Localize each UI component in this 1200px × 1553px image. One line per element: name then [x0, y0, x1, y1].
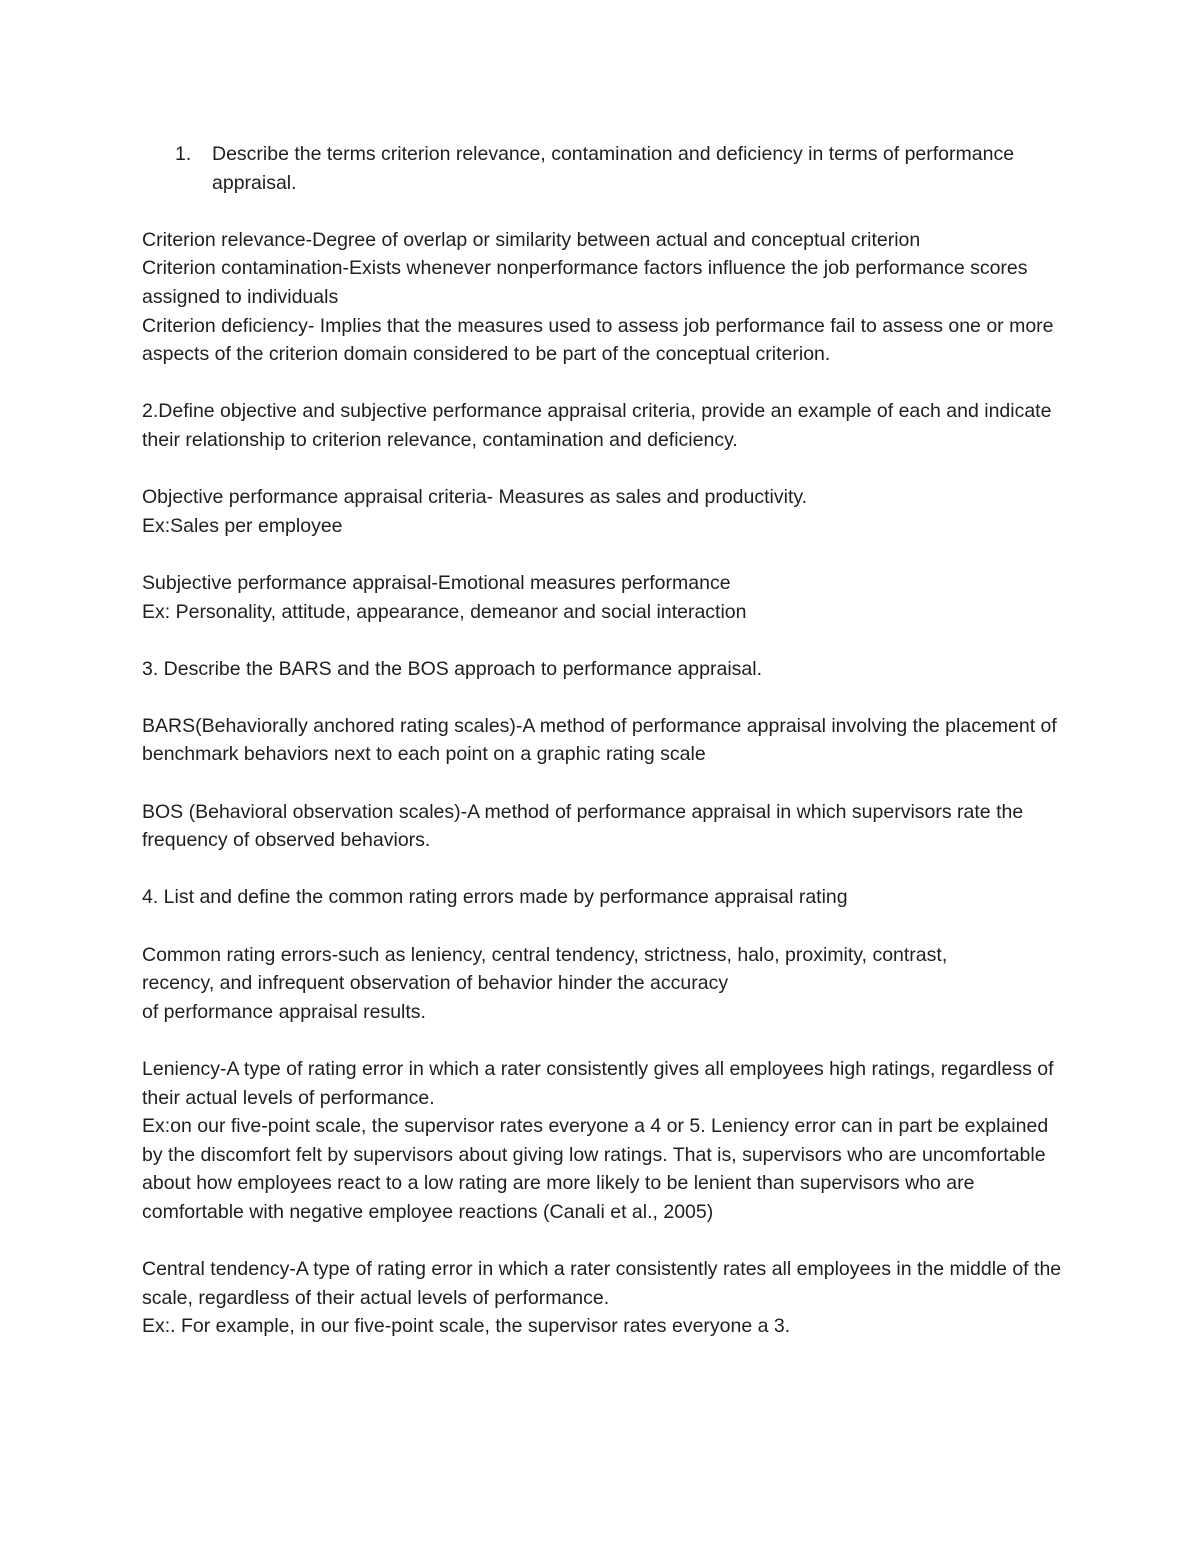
question-1-text: Describe the terms criterion relevance, contamination and deficiency in terms of performance appraisal. — [212, 143, 1015, 194]
criterion-contamination-definition: Criterion contamination-Exists whenever nonperformance factors influence the job performance scores assigned to individuals — [142, 257, 1028, 308]
common-errors-line-1: Common rating errors-such as leniency, central tendency, strictness, halo, proximity, contrast, — [142, 943, 948, 966]
common-errors-line-2: recency, and infrequent observation of behavior hinder the accuracy — [142, 972, 729, 995]
spacer — [142, 912, 1072, 941]
leniency-example: Ex:on our five-point scale, the supervisor rates everyone a 4 or 5. Leniency error can in part be explained by the discomfort felt by supervisors about giving low ratings. That is, supervisors who are uncomfortable about how employees react to a low rating are more likely to be lenient than supervisors who are comfortable with negative employee reactions (Canali et al., 2005) — [142, 1115, 1049, 1223]
spacer — [142, 855, 1072, 884]
spacer — [142, 369, 1072, 398]
subjective-criteria-example: Ex: Personality, attitude, appearance, demeanor and social interaction — [142, 600, 747, 623]
leniency-definition: Leniency-A type of rating error in which a rater consistently gives all employees high ratings, regardless of their actual levels of performance. — [142, 1058, 1054, 1109]
document-body — [142, 140, 1072, 1341]
objective-criteria-definition: Objective performance appraisal criteria- Measures as sales and productivity. — [142, 486, 808, 509]
criterion-deficiency-definition: Criterion deficiency- Implies that the measures used to assess job performance fail to assess one or more aspects of the criterion domain considered to be part of the conceptual criterion. — [142, 314, 1054, 366]
question-2-text: 2.Define objective and subjective performance appraisal criteria, provide an example of each and indicate their relationship to criterion relevance, contamination and deficiency. — [142, 400, 1052, 451]
question-4-text: 4. List and define the common rating errors made by performance appraisal rating — [142, 886, 848, 909]
spacer — [142, 626, 1072, 655]
spacer — [142, 455, 1072, 484]
spacer — [142, 197, 1072, 226]
central-tendency-definition: Central tendency-A type of rating error in which a rater consistently rates all employees in the middle of the scale, regardless of their actual levels of performance. — [142, 1258, 1062, 1309]
bos-definition: BOS (Behavioral observation scales)-A method of performance appraisal in which supervisors rate the frequency of observed behaviors. — [142, 800, 1024, 852]
central-tendency-example: Ex:. For example, in our five-point scale, the supervisor rates everyone a 3. — [142, 1315, 791, 1338]
criterion-relevance-definition: Criterion relevance-Degree of overlap or similarity between actual and conceptual criterion — [142, 228, 921, 251]
question-1 — [142, 140, 1072, 197]
subjective-criteria-definition: Subjective performance appraisal-Emotional measures performance — [142, 571, 731, 594]
common-errors-line-3: of performance appraisal results. — [142, 1000, 426, 1023]
bars-definition: BARS(Behaviorally anchored rating scales)-A method of performance appraisal involving the placement of benchmark behaviors next to each point on a graphic rating scale — [142, 714, 1057, 766]
spacer — [142, 683, 1072, 712]
spacer — [142, 1026, 1072, 1055]
spacer — [142, 1227, 1072, 1256]
spacer — [142, 769, 1072, 798]
objective-criteria-example: Ex:Sales per employee — [142, 514, 343, 537]
question-3-text: 3. Describe the BARS and the BOS approach to performance appraisal. — [142, 657, 763, 680]
spacer — [142, 540, 1072, 569]
question-1-number: 1. — [175, 143, 192, 165]
